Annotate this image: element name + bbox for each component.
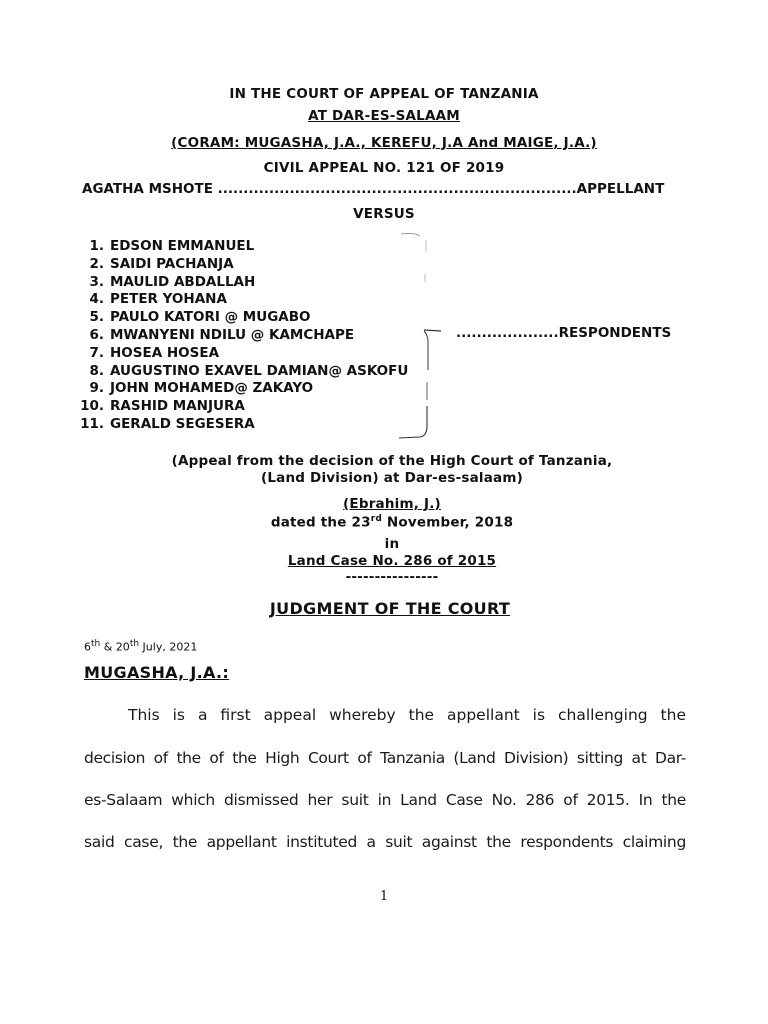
page-number: 1 bbox=[379, 889, 389, 904]
appeal-from-line: (Appeal from the decision of the High Court of Tanzania, bbox=[171, 453, 613, 469]
appellant-role: APPELLANT bbox=[576, 181, 665, 197]
court-name: IN THE COURT OF APPEAL OF TANZANIA bbox=[229, 86, 539, 102]
appeal-division-line: (Land Division) at Dar-es-salaam) bbox=[261, 470, 523, 486]
versus-label: VERSUS bbox=[353, 206, 415, 222]
judgment-author: MUGASHA, J.A.: bbox=[84, 663, 230, 682]
respondents-list bbox=[74, 238, 408, 434]
case-number: CIVIL APPEAL NO. 121 OF 2019 bbox=[263, 160, 505, 176]
appellant-line bbox=[82, 181, 688, 197]
list-item: 8. AUGUSTINO EXAVEL DAMIAN@ ASKOFU bbox=[89, 362, 409, 379]
list-item: 10. RASHID MANJURA bbox=[80, 398, 245, 415]
in-label: in bbox=[384, 536, 400, 552]
list-item: 4. PETER YOHANA bbox=[89, 291, 227, 308]
body-line: said case, the appellant instituted a suit against the respondents claiming bbox=[84, 833, 686, 851]
separator-dashes: ---------------- bbox=[345, 569, 439, 585]
coram-judges: : MUGASHA, J.A., KEREFU, J.A And MAIGE, J.A.) bbox=[234, 135, 597, 151]
body-line: es-Salaam which dismissed her suit in Land Case No. 286 of 2015. In the bbox=[84, 791, 686, 809]
body-line: This is a first appeal whereby the appellant is challenging the bbox=[128, 706, 686, 724]
dated-line: dated the 23rd November, 2018 bbox=[270, 514, 514, 531]
land-case-line bbox=[8, 553, 768, 569]
list-item: 3. MAULID ABDALLAH bbox=[89, 273, 256, 290]
list-item: 1. EDSON EMMANUEL bbox=[89, 238, 255, 254]
body-line: decision of the of the High Court of Tanzania (Land Division) sitting at Dar- bbox=[84, 749, 686, 767]
hearing-dates: 6th & 20th July, 2021 bbox=[84, 639, 198, 654]
land-case-ref: Land Case No. 286 of 2015 bbox=[287, 553, 497, 569]
respondents-dots: .................... bbox=[456, 325, 559, 341]
appeal-judge bbox=[8, 496, 768, 512]
respondents-role-line bbox=[456, 325, 671, 341]
list-item: 5. PAULO KATORI @ MUGABO bbox=[89, 309, 311, 326]
court-location bbox=[0, 108, 768, 124]
respondents-bracket bbox=[396, 230, 446, 445]
judge-name: (Ebrahim, J.) bbox=[343, 496, 441, 512]
appellant-name: AGATHA MSHOTE bbox=[82, 181, 213, 197]
list-item: 7. HOSEA HOSEA bbox=[89, 344, 220, 361]
list-item: 2. SAIDI PACHANJA bbox=[89, 255, 234, 272]
list-item: 6. MWANYENI NDILU @ KAMCHAPE bbox=[89, 326, 355, 343]
list-item: 9. JOHN MOHAMED@ ZAKAYO bbox=[89, 380, 314, 397]
coram-line bbox=[0, 135, 768, 151]
judgment-title: JUDGMENT OF THE COURT bbox=[269, 599, 511, 618]
respondents-role: RESPONDENTS bbox=[558, 325, 672, 341]
list-item: 11. GERALD SEGESERA bbox=[80, 415, 255, 432]
coram-label: (CORAM bbox=[171, 135, 235, 151]
appellant-dots: ...................................................................... bbox=[217, 181, 577, 197]
court-location-text: AT DAR-ES-SALAAM bbox=[308, 108, 460, 124]
